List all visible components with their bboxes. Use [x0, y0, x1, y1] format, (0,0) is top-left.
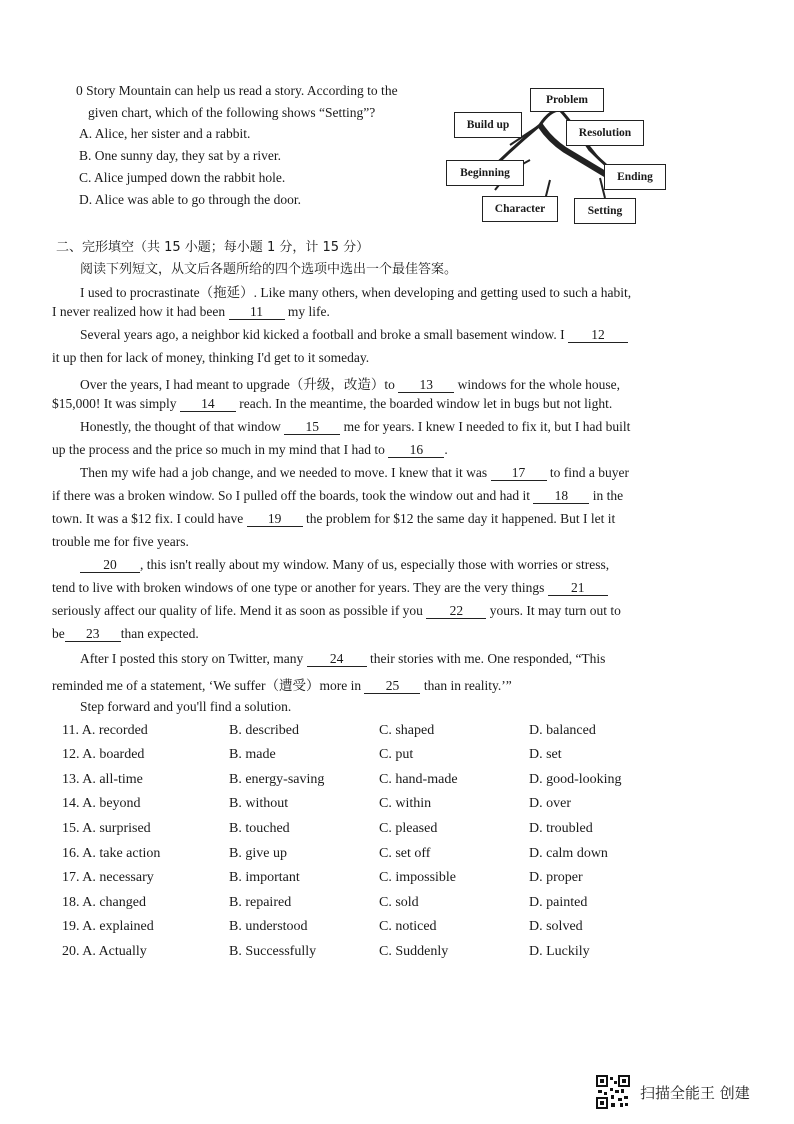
choice-d: D. troubled	[529, 821, 593, 836]
choice-b: B. described	[229, 723, 299, 738]
passage-line	[80, 419, 630, 435]
choice-a: 13. A. all-time	[62, 772, 143, 787]
q0-option-b: B. One sunny day, they sat by a river.	[79, 148, 281, 163]
blank-16: 16	[388, 443, 444, 458]
diagram-label-beginning: Beginning	[446, 160, 524, 186]
choice-c: C. Suddenly	[379, 944, 449, 959]
passage-line	[52, 674, 512, 694]
passage-text: it up then for lack of money, thinking I'd get to it someday.	[52, 350, 370, 365]
passage-line	[80, 373, 620, 393]
passage-text: I never realized how it had been	[52, 304, 226, 319]
choice-d: D. set	[529, 747, 562, 762]
passage-text: tend to live with broken windows of one type or another for years. They are the very things	[52, 580, 545, 595]
passage-text: town. It was a $12 fix. I could have	[52, 511, 244, 526]
q0-option-a: A. Alice, her sister and a rabbit.	[79, 126, 251, 141]
blank-14: 14	[180, 397, 236, 412]
passage-text: $15,000! It was simply	[52, 396, 177, 411]
passage-line	[80, 465, 629, 481]
blank-17: 17	[491, 466, 547, 481]
passage-text: seriously affect our quality of life. Mend it as soon as possible if you	[52, 603, 423, 618]
choice-d: D. over	[529, 796, 571, 811]
scanner-watermark: 扫描全能王 创建	[640, 1084, 750, 1102]
choice-c: C. pleased	[379, 821, 438, 836]
passage-text: I used to procrastinate（拖延）. Like many others, when developing and getting used to such a habit,	[80, 285, 632, 300]
passage-text: Then my wife had a job change, and we needed to move. I knew that it was	[80, 465, 488, 480]
choice-b: B. touched	[229, 821, 290, 836]
choice-b: B. give up	[229, 846, 287, 861]
passage-text: to find a buyer	[549, 465, 629, 480]
passage-text: After I posted this story on Twitter, many	[80, 651, 304, 666]
choice-d: D. calm down	[529, 846, 608, 861]
q0-line1: 0 Story Mountain can help us read a story. According to the	[76, 83, 398, 98]
choice-a: 20. A. Actually	[62, 944, 147, 959]
diagram-label-character: Character	[482, 196, 558, 222]
choice-b: B. without	[229, 796, 289, 811]
diagram-label-setting: Setting	[574, 198, 636, 224]
choice-a: 12. A. boarded	[62, 747, 145, 762]
blank-24: 24	[307, 652, 367, 667]
passage-text: .	[444, 442, 448, 457]
choice-b: B. made	[229, 747, 276, 762]
blank-15: 15	[284, 420, 340, 435]
blank-21: 21	[548, 581, 608, 596]
qr-code-icon	[596, 1075, 630, 1109]
passage-text: the problem for $12 the same day it happened. But I let it	[305, 511, 616, 526]
diagram-label-ending: Ending	[604, 164, 666, 190]
choice-c: C. impossible	[379, 870, 457, 885]
passage-text: me for years. I knew I needed to fix it, but I had built	[343, 419, 631, 434]
choice-b: B. Successfully	[229, 944, 317, 959]
choice-a: 19. A. explained	[62, 919, 154, 934]
passage-line	[52, 442, 448, 458]
passage-text: if there was a broken window. So I pulled off the boards, took the window out and had it	[52, 488, 531, 503]
diagram-label-problem: Problem	[530, 88, 604, 112]
choice-d: D. painted	[529, 895, 588, 910]
passage-text: reach. In the meantime, the boarded window let in bugs but not light.	[239, 396, 613, 411]
choice-c: C. hand-made	[379, 772, 458, 787]
choice-a: 18. A. changed	[62, 895, 146, 910]
passage-text: yours. It may turn out to	[489, 603, 621, 618]
passage-line	[80, 651, 605, 667]
passage-text: up the process and the price so much in my mind that I had to	[52, 442, 385, 457]
passage-text: than in reality.’”	[423, 678, 512, 693]
passage-line	[52, 396, 612, 412]
passage-line	[52, 350, 369, 366]
passage-text: my life.	[287, 304, 330, 319]
passage-text: Honestly, the thought of that window	[80, 419, 281, 434]
passage-text: Over the years, I had meant to upgrade（升级，改造）to	[80, 377, 395, 392]
diagram-label-resolution: Resolution	[566, 120, 644, 146]
choice-b: B. important	[229, 870, 300, 885]
passage-text: in the	[592, 488, 624, 503]
blank-22: 22	[426, 604, 486, 619]
choice-c: C. within	[379, 796, 432, 811]
choice-c: C. shaped	[379, 723, 435, 738]
passage-line	[52, 580, 608, 596]
choice-d: D. balanced	[529, 723, 596, 738]
passage-line	[52, 626, 199, 642]
q0-option-c: C. Alice jumped down the rabbit hole.	[79, 170, 286, 185]
choice-b: B. understood	[229, 919, 308, 934]
passage-line	[52, 603, 621, 619]
passage-text: , this isn't really about my window. Many of us, especially those with worries or stress,	[140, 557, 610, 572]
passage-text: reminded me of a statement, ‘We suffer（遭受）more in	[52, 678, 362, 693]
blank-18: 18	[533, 489, 589, 504]
choice-c: C. noticed	[379, 919, 437, 934]
q0-line2: given chart, which of the following shows “Setting”?	[88, 105, 376, 120]
choice-c: C. put	[379, 747, 414, 762]
choice-d: D. good-looking	[529, 772, 622, 787]
blank-20: 20	[80, 558, 140, 573]
choice-d: D. proper	[529, 870, 583, 885]
blank-25: 25	[364, 679, 420, 694]
section-instruction: 阅读下列短文，从文后各题所给的四个选项中选出一个最佳答案。	[80, 262, 458, 277]
blank-23: 23	[65, 627, 121, 642]
choice-c: C. sold	[379, 895, 419, 910]
choice-b: B. repaired	[229, 895, 292, 910]
passage-text: than expected.	[120, 626, 199, 641]
passage-line	[52, 304, 330, 320]
passage-text: Several years ago, a neighbor kid kicked a football and broke a small basement window. I	[80, 327, 565, 342]
passage-text: windows for the whole house,	[457, 377, 621, 392]
diagram-label-build-up: Build up	[454, 112, 522, 138]
passage-line	[52, 488, 623, 504]
section-heading: 二、完形填空（共 15 小题；每小题 1 分，计 15 分）	[56, 240, 370, 255]
passage-line	[52, 511, 615, 527]
choice-a: 17. A. necessary	[62, 870, 154, 885]
blank-11: 11	[229, 305, 285, 320]
choice-d: D. solved	[529, 919, 583, 934]
choice-a: 16. A. take action	[62, 846, 161, 861]
passage-text: their stories with me. One responded, “This	[369, 651, 606, 666]
choice-c: C. set off	[379, 846, 431, 861]
passage-text: trouble me for five years.	[52, 534, 189, 549]
story-mountain-diagram	[440, 80, 670, 230]
passage-line	[80, 327, 628, 343]
passage-line	[80, 557, 609, 573]
passage-line	[80, 699, 291, 715]
choice-d: D. Luckily	[529, 944, 590, 959]
passage-text: be	[52, 626, 65, 641]
choice-b: B. energy-saving	[229, 772, 325, 787]
passage-text: Step forward and you'll find a solution.	[80, 699, 292, 714]
q0-option-d: D. Alice was able to go through the door.	[79, 192, 301, 207]
passage-line	[80, 281, 631, 301]
choice-a: 11. A. recorded	[62, 723, 148, 738]
blank-13: 13	[398, 378, 454, 393]
passage-line	[52, 534, 189, 550]
choice-a: 14. A. beyond	[62, 796, 141, 811]
choice-a: 15. A. surprised	[62, 821, 151, 836]
blank-19: 19	[247, 512, 303, 527]
blank-12: 12	[568, 328, 628, 343]
